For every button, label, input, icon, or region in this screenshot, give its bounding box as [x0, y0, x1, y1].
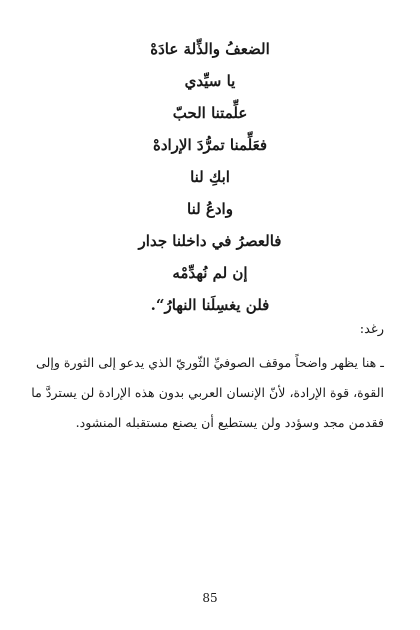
- poem-line: ابكِ لنا: [190, 168, 230, 186]
- poem-line: علِّمتنا الحبّ: [172, 104, 248, 122]
- poem-line: يا سيِّدي: [184, 72, 236, 90]
- poem-line: وادعُ لنا: [187, 200, 233, 218]
- paragraph-line: القوة، قوة الإرادة، لأنّ الإنسان العربي بدون هذه الإرادة لن يستردَّ ما: [31, 385, 384, 400]
- paragraph-line: فقدمن مجد وسؤدد ولن يستطيع أن يصنع مستقبله المنشود.: [75, 415, 384, 430]
- page-number: 85: [202, 591, 218, 605]
- poem-block: [0, 33, 420, 321]
- speaker-label: رغد:: [359, 322, 384, 337]
- poem-line: الضعفُ والذِّلة عادَهْ: [150, 40, 270, 58]
- poem-line: إن لم نُهدِّمْه: [172, 264, 248, 282]
- poem-line: فالعصرُ في داخلنا جدار: [138, 232, 282, 250]
- commentary-paragraph: [31, 348, 384, 438]
- paragraph-line: ـ هنا يظهر واضحاً موقف الصوفيِّ الثّوريّ الذي يدعو إلى الثورة وإلى: [35, 355, 384, 370]
- poem-line: فعَلِّمنا تمرُّدَ الإرادهْ: [152, 136, 268, 154]
- poem-line: فلن يغسِلَنا النهارُ“.: [150, 296, 270, 314]
